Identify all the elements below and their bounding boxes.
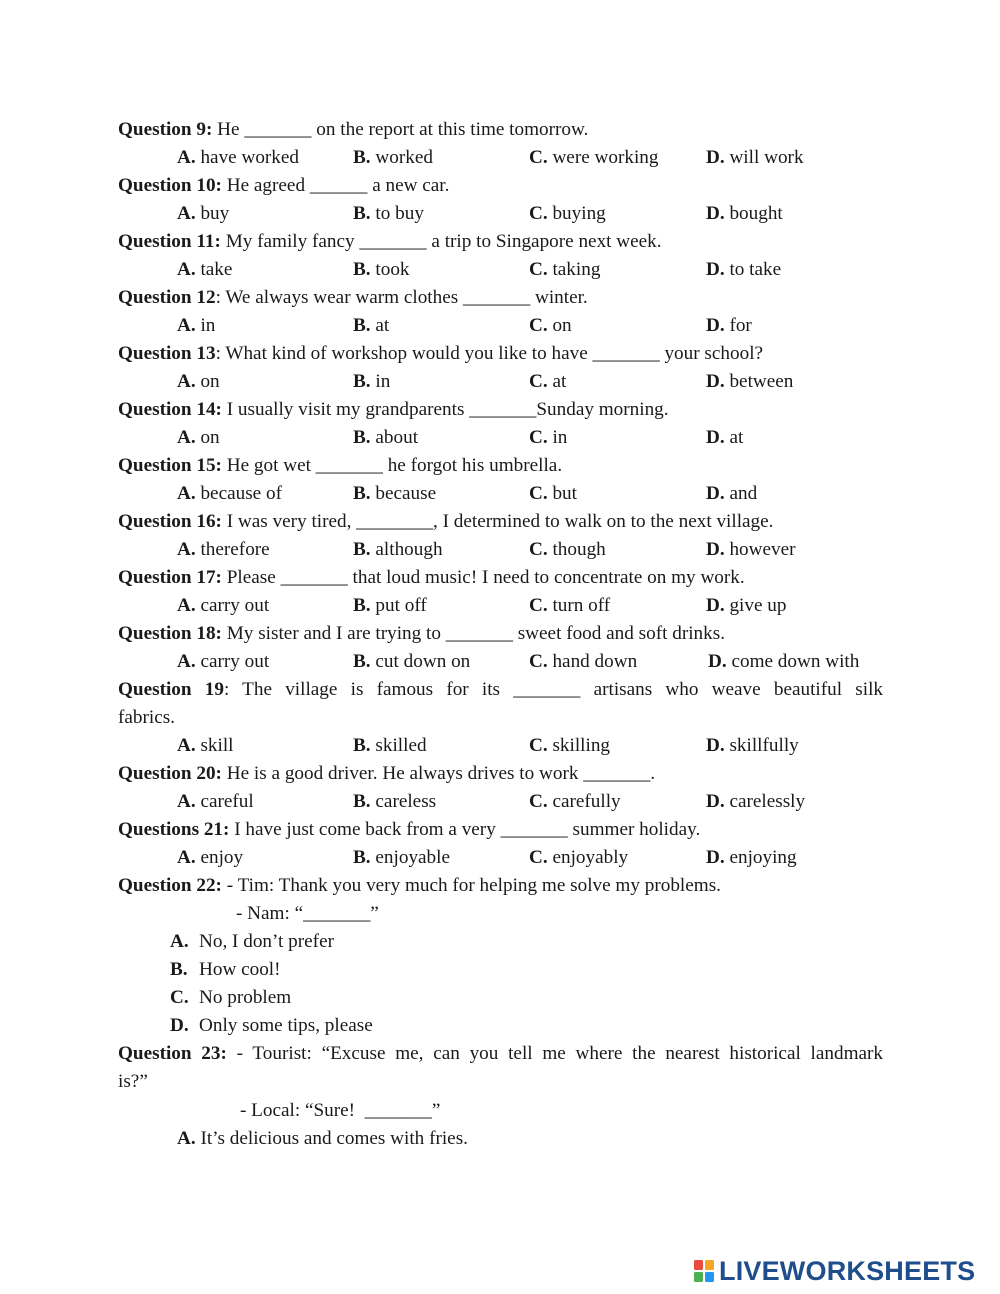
options-row-10 (0, 200, 1000, 228)
option-c[interactable]: C. though (529, 539, 606, 560)
question-text: I have just come back from a very _______ summer holiday. (229, 819, 701, 840)
option-c[interactable]: C. No problem (170, 987, 292, 1008)
question-text: is?” (118, 1071, 148, 1092)
question-15 (118, 452, 883, 480)
question-17 (118, 564, 883, 592)
option-b[interactable]: B. although (353, 539, 443, 560)
option-c[interactable]: C. taking (529, 259, 601, 280)
option-a[interactable]: A. because of (177, 483, 282, 504)
options-row-15 (0, 480, 1000, 508)
options-row-14 (0, 424, 1000, 452)
question-12 (118, 284, 883, 312)
dialogue-reply: - Nam: “_______” (236, 903, 379, 924)
option-b[interactable]: B. to buy (353, 203, 424, 224)
question-label: Question 14: (118, 399, 222, 420)
question-19-continued (118, 704, 883, 732)
question-label: Question 20: (118, 763, 222, 784)
option-c[interactable]: C. at (529, 371, 567, 392)
option-d[interactable]: D. come down with (708, 651, 860, 672)
option-a[interactable]: A. No, I don’t prefer (170, 931, 334, 952)
question-label: Question 15: (118, 455, 222, 476)
question-text: I usually visit my grandparents _______Sunday morning. (221, 399, 669, 420)
option-b[interactable]: B. worked (353, 147, 433, 168)
option-b[interactable]: B. in (353, 371, 391, 392)
option-d[interactable]: D. give up (706, 595, 787, 616)
option-a[interactable]: A. It’s delicious and comes with fries. (177, 1128, 468, 1149)
option-a[interactable]: A. in (177, 315, 216, 336)
question-text: He _______ on the report at this time tomorrow. (212, 119, 589, 140)
question-13 (118, 340, 883, 368)
question-20 (118, 760, 883, 788)
question-11 (118, 228, 883, 256)
question-23 (118, 1040, 883, 1068)
question-label: Question 12 (118, 287, 216, 308)
option-d[interactable]: D. will work (706, 147, 804, 168)
option-a[interactable]: A. skill (177, 735, 234, 756)
logo-text: LIVEWORKSHEETS (719, 1255, 976, 1286)
question-label: Question 13 (118, 343, 216, 364)
question-9 (118, 116, 883, 144)
question-21 (118, 816, 883, 844)
option-b[interactable]: B. skilled (353, 735, 427, 756)
option-c[interactable]: C. on (529, 315, 572, 336)
question-label: Question 23: (118, 1043, 227, 1064)
option-d[interactable]: D. at (706, 427, 744, 448)
question-label: Question 10: (118, 175, 222, 196)
question-label: Question 18: (118, 623, 222, 644)
question-text: - Tim: Thank you very much for helping me solve my problems. (221, 875, 721, 896)
question-text: - Tourist: “Excuse me, can you tell me where the nearest historical landmark (226, 1043, 883, 1064)
option-b[interactable]: B. put off (353, 595, 427, 616)
options-row-17 (0, 592, 1000, 620)
question-text: : What kind of workshop would you like to have _______ your school? (215, 343, 764, 364)
question-label: Question 11: (118, 231, 221, 252)
options-row-21 (0, 844, 1000, 872)
question-text: Please _______ that loud music! I need to concentrate on my work. (221, 567, 745, 588)
question-text: I was very tired, ________, I determined to walk on to the next village. (221, 511, 774, 532)
option-b[interactable]: B. took (353, 259, 410, 280)
option-a[interactable]: A. on (177, 427, 220, 448)
options-row-16 (0, 536, 1000, 564)
options-row-9 (0, 144, 1000, 172)
options-row-11 (0, 256, 1000, 284)
option-c[interactable]: C. hand down (529, 651, 638, 672)
options-row-20 (0, 788, 1000, 816)
options-row-13 (0, 368, 1000, 396)
options-row-12 (0, 312, 1000, 340)
option-c[interactable]: C. carefully (529, 791, 621, 812)
question-22 (118, 872, 883, 900)
question-text: : We always wear warm clothes _______ winter. (215, 287, 588, 308)
option-a[interactable]: A. on (177, 371, 220, 392)
option-b[interactable]: B. cut down on (353, 651, 471, 672)
option-d[interactable]: D. to take (706, 259, 782, 280)
question-label: Question 19 (118, 679, 224, 700)
options-row-18 (0, 648, 1000, 676)
option-c[interactable]: C. buying (529, 203, 606, 224)
question-14 (118, 396, 883, 424)
option-a[interactable]: A. therefore (177, 539, 270, 560)
option-a[interactable]: A. carry out (177, 651, 270, 672)
option-d[interactable]: D. enjoying (706, 847, 797, 868)
question-label: Question 17: (118, 567, 222, 588)
question-text: He is a good driver. He always drives to work _______. (221, 763, 656, 784)
option-b[interactable]: B. careless (353, 791, 437, 812)
question-label: Question 16: (118, 511, 222, 532)
question-text: My family fancy _______ a trip to Singapore next week. (220, 231, 662, 252)
question-text: He agreed ______ a new car. (221, 175, 450, 196)
question-label: Questions 21: (118, 819, 230, 840)
option-c[interactable]: C. skilling (529, 735, 611, 756)
question-label: Question 22: (118, 875, 222, 896)
question-text: He got wet _______ he forgot his umbrella. (221, 455, 563, 476)
question-10 (118, 172, 883, 200)
option-d[interactable]: D. skillfully (706, 735, 799, 756)
option-c[interactable]: C. enjoyably (529, 847, 629, 868)
option-d[interactable]: D. between (706, 371, 794, 392)
option-d[interactable]: D. for (706, 315, 752, 336)
question-text: fabrics. (118, 707, 176, 728)
question-label: Question 9: (118, 119, 213, 140)
option-c[interactable]: C. were working (529, 147, 659, 168)
option-a[interactable]: A. buy (177, 203, 230, 224)
options-row-19 (0, 732, 1000, 760)
liveworksheets-logo-icon (693, 1258, 715, 1284)
option-a[interactable]: A. enjoy (177, 847, 244, 868)
option-a[interactable]: A. take (177, 259, 233, 280)
option-c[interactable]: C. but (529, 483, 577, 504)
liveworksheets-logo (693, 1256, 975, 1286)
option-d[interactable]: D. Only some tips, please (170, 1015, 373, 1036)
option-a[interactable]: A. careful (177, 791, 254, 812)
option-d[interactable]: D. carelessly (706, 791, 806, 812)
question-19 (118, 676, 883, 704)
option-b[interactable]: B. How cool! (170, 959, 281, 980)
question-text: : The village is famous for its _______ artisans who weave beautiful silk (223, 679, 883, 700)
question-text: My sister and I are trying to _______ sweet food and soft drinks. (221, 623, 726, 644)
question-16 (118, 508, 883, 536)
option-b[interactable]: B. about (353, 427, 419, 448)
option-b[interactable]: B. enjoyable (353, 847, 450, 868)
option-b[interactable]: B. at (353, 315, 390, 336)
question-23-continued (118, 1068, 883, 1096)
option-b[interactable]: B. because (353, 483, 437, 504)
option-c[interactable]: C. in (529, 427, 568, 448)
option-d[interactable]: D. bought (706, 203, 783, 224)
question-18 (118, 620, 883, 648)
option-d[interactable]: D. and (706, 483, 758, 504)
option-d[interactable]: D. however (706, 539, 796, 560)
option-a[interactable]: A. carry out (177, 595, 270, 616)
option-c[interactable]: C. turn off (529, 595, 611, 616)
option-a[interactable]: A. have worked (177, 147, 300, 168)
dialogue-reply: - Local: “Sure! _______” (240, 1100, 441, 1121)
